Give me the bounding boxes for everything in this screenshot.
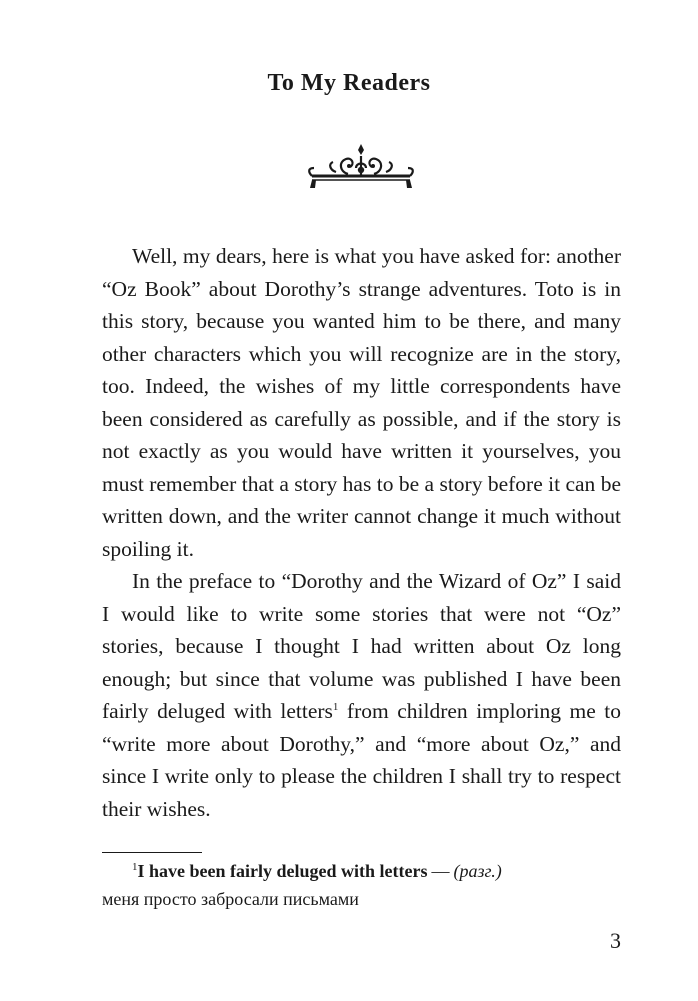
flourish-ornament-icon: [306, 142, 416, 192]
page-title: To My Readers: [267, 70, 431, 96]
footnote-divider: [102, 852, 202, 853]
paragraph-2: [102, 565, 621, 825]
footnote-translation: меня просто забросали письмами: [102, 889, 359, 909]
paragraph-2-part-2: from children imploring me to “write more about Dorothy,” and “more about Oz,” and since I write only to please the children I shall try to respect their wishes.: [102, 699, 622, 821]
footnote-dash: —: [431, 861, 450, 881]
page-number: 3: [610, 928, 621, 953]
footnote-number: 1: [132, 861, 138, 873]
paragraph-1: Well, my dears, here is what you have asked for: another “Oz Book” about Dorothy’s strange adventures. Toto is in this story, because you wanted him to be there, and many other characters which you will recognize are in the story, too. Indeed, the wishes of my little correspondents have been considered as carefully as possible, and if the story is not exactly as you would have written it yourselves, you must remember that a story has to be a story before it can be written down, and the writer cannot change it much without spoiling it.: [102, 244, 621, 561]
footnote: [102, 857, 621, 913]
footnote-reference: 1: [332, 700, 339, 713]
main-text: [102, 240, 621, 825]
footnote-phrase: I have been fairly deluged with letters: [137, 861, 428, 881]
paragraph-2-part-1: In the preface to “Dorothy and the Wizard of Oz” I said I would like to write some stories that were not “Oz” stories, because I thought I had written about Oz long enough; but since that volume was published I have been fairly deluged with letters: [102, 569, 621, 723]
footnote-note: (разг.): [453, 861, 502, 881]
